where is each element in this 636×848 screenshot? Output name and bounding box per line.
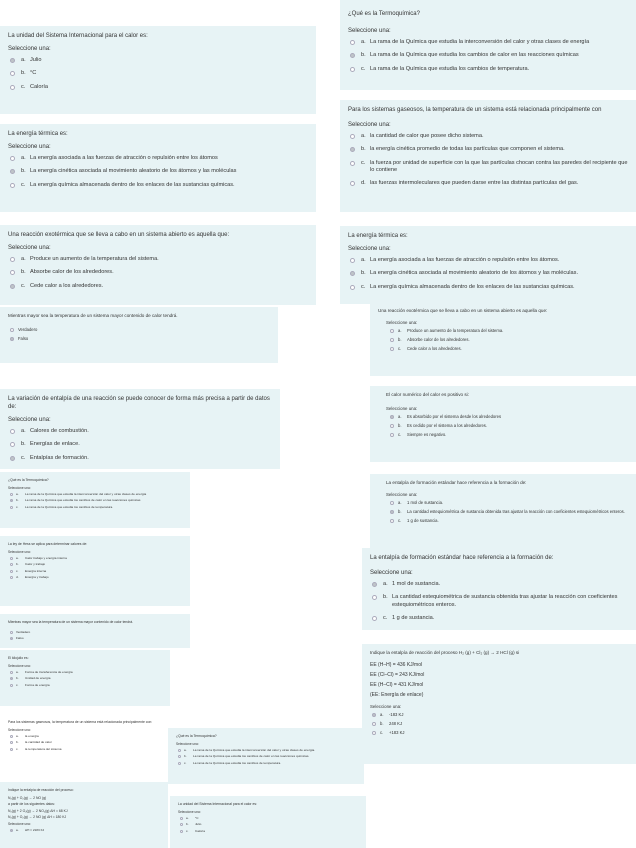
- option-b[interactable]: b. Energías de enlace.: [8, 441, 272, 448]
- option-b[interactable]: b. la cantidad de calor: [8, 740, 162, 744]
- radio-icon[interactable]: [390, 329, 394, 333]
- select-prompt: Seleccione una:: [176, 741, 199, 746]
- question-text: La unidad del Sistema Internacional para el calor es:: [178, 802, 257, 806]
- option-a[interactable]: a. °C: [178, 816, 358, 820]
- data-line: N₂(g) + 2 O₂(g) → 2 NO₂(g) ΔH = 68 KJ: [8, 808, 68, 813]
- option-b[interactable]: b. La rama de la Química que estudia los cambios de calor en las reacciones químicas: [348, 52, 628, 59]
- radio-icon[interactable]: [10, 328, 14, 332]
- select-prompt: Seleccione una:: [386, 492, 418, 498]
- question-text: Indique la entalpía de reacción del proceso H₂ (g) + Cl₂ (g) → 2 HCl (g) si: [370, 650, 520, 655]
- option-c[interactable]: c. Siempre es negativo.: [388, 432, 628, 437]
- option-c[interactable]: c. La rama de la Química que estudia los cambios de temperatura.: [348, 66, 628, 73]
- select-prompt: Seleccione una:: [348, 28, 391, 35]
- radio-icon[interactable]: [372, 616, 377, 621]
- option-a[interactable]: a. 1 mol de sustancia.: [370, 581, 628, 588]
- radio-icon[interactable]: [10, 631, 13, 634]
- option-a[interactable]: a. La energía asociada a las fuerzas de atracción o repulsión entre los átomos.: [348, 257, 628, 264]
- question-text: Mientras mayor sea la temperatura de un sistema mayor contenido de calor tendrá.: [8, 620, 134, 624]
- question-text: Indique la entalpía de reacción del proceso:: [8, 788, 74, 792]
- question-card-heat-sign: [370, 386, 636, 462]
- radio-icon[interactable]: [390, 424, 394, 428]
- radio-icon[interactable]: [10, 169, 15, 174]
- option-c[interactable]: c. la fuerza por unidad de superficie con la que las partículas chocan contra las paredes del recipiente que lo contiene: [348, 160, 628, 175]
- option-d[interactable]: d. las fuerzas intermoleculares que pueden darse entre las distintas partículas del gas.: [348, 180, 628, 187]
- radio-icon[interactable]: [178, 755, 181, 758]
- question-text: La energía térmica es:: [348, 233, 408, 239]
- question-text: La unidad del Sistema Internacional para el calor es:: [8, 33, 148, 39]
- radio-icon[interactable]: [372, 582, 377, 587]
- radio-icon[interactable]: [390, 415, 394, 419]
- select-prompt: Seleccione una:: [8, 727, 31, 732]
- question-text: Una reacción exotérmica que se lleva a cabo en un sistema abierto es aquella que:: [378, 308, 548, 313]
- radio-icon[interactable]: [10, 570, 13, 573]
- option-b[interactable]: b. Absorbe calor de los alrededores.: [388, 337, 628, 342]
- radio-icon[interactable]: [350, 161, 355, 166]
- radio-icon[interactable]: [350, 67, 355, 72]
- radio-icon[interactable]: [372, 722, 376, 726]
- option-b[interactable]: b. La rama de la Química que estudia los cambios de calor en las reacciones químicas.: [176, 754, 356, 758]
- option-c[interactable]: c. Cede calor a los alrededores.: [8, 283, 308, 290]
- option-c[interactable]: c. Caloría: [8, 84, 308, 91]
- option-c[interactable]: c. La rama de la Química que estudia los cambios de temperatura.: [8, 505, 182, 509]
- option-b[interactable]: b. La energía cinética asociada al movimiento aleatorio de los átomos y las moléculas.: [348, 270, 628, 277]
- select-prompt: Seleccione una:: [8, 549, 31, 554]
- option-true[interactable]: Verdadero: [8, 630, 182, 634]
- option-c[interactable]: c. La energía química almacenada dentro de los enlaces de las sustancias químicas.: [8, 182, 308, 189]
- option-a[interactable]: a. Produce un aumento de la temperatura del sistema.: [388, 328, 628, 333]
- radio-icon[interactable]: [10, 156, 15, 161]
- radio-icon[interactable]: [10, 677, 13, 680]
- question-card-enthalpy-variation: [0, 389, 280, 469]
- option-a[interactable]: a. Produce un aumento de la temperatura del sistema.: [8, 256, 308, 263]
- option-c[interactable]: c. 1 g de sustancia.: [388, 518, 628, 523]
- question-card-kilojoule: [0, 650, 170, 706]
- question-text: La energía térmica es:: [8, 131, 68, 137]
- question-card-thermal-energy-2: [340, 226, 636, 304]
- question-card-si-unit-heat: [0, 26, 316, 114]
- option-false[interactable]: Falso: [8, 636, 182, 640]
- question-card-thermal-energy: [0, 124, 316, 212]
- option-a[interactable]: a. la energía: [8, 734, 162, 738]
- radio-icon[interactable]: [372, 731, 376, 735]
- radio-icon[interactable]: [390, 347, 394, 351]
- radio-icon[interactable]: [350, 285, 355, 290]
- question-text: El calor numérico del calor es positivo si:: [386, 392, 469, 397]
- question-card-gas-temperature: [340, 100, 636, 212]
- data-line: (EE: Energía de enlace): [370, 692, 424, 699]
- question-card-thermochemistry-3: [168, 728, 364, 784]
- select-prompt: Seleccione una:: [8, 245, 51, 252]
- option-b[interactable]: b. °C: [8, 70, 308, 77]
- radio-icon[interactable]: [10, 671, 13, 674]
- option-c[interactable]: c. la temperatura del sistema: [8, 747, 162, 751]
- option-a[interactable]: a. La energía asociada a las fuerzas de atracción o repulsión entre los átomos: [8, 155, 308, 162]
- radio-icon[interactable]: [10, 493, 13, 496]
- option-a[interactable]: a. Calor trabajo y energía interna: [8, 556, 182, 560]
- radio-icon[interactable]: [390, 338, 394, 342]
- select-prompt: Seleccione una:: [8, 417, 51, 424]
- radio-icon[interactable]: [10, 499, 13, 502]
- radio-icon[interactable]: [10, 563, 13, 566]
- radio-icon[interactable]: [10, 58, 15, 63]
- radio-icon[interactable]: [372, 595, 377, 600]
- option-b[interactable]: b. 248 KJ: [370, 721, 628, 726]
- select-prompt: Seleccione una:: [8, 46, 51, 53]
- option-a[interactable]: a. ΔH = 2183 KJ: [8, 828, 160, 832]
- radio-icon[interactable]: [390, 519, 394, 523]
- select-prompt: Seleccione una:: [370, 704, 402, 710]
- option-false[interactable]: Falso: [8, 336, 270, 341]
- radio-icon[interactable]: [350, 147, 355, 152]
- option-a[interactable]: a. la cantidad de calor que posee dicho sistema.: [348, 133, 628, 140]
- question-card-temperature-heat-2: [0, 614, 190, 648]
- option-a[interactable]: a. -183 KJ: [370, 712, 628, 717]
- radio-icon[interactable]: [10, 829, 13, 832]
- radio-icon[interactable]: [350, 258, 355, 263]
- question-text: La variación de entalpía de una reacción se puede conocer de forma más precisa a partir de datos de:: [8, 396, 270, 411]
- radio-icon[interactable]: [10, 735, 13, 738]
- radio-icon[interactable]: [10, 506, 13, 509]
- option-b[interactable]: b. La cantidad estequiométrica de sustancia obtenida tras ajustar la reacción con coeficientes estequiométricos enteros.: [370, 594, 628, 609]
- radio-icon[interactable]: [372, 713, 376, 717]
- option-b[interactable]: b. Calor y trabajo: [8, 562, 182, 566]
- option-c[interactable]: c. 1 g de sustancia.: [370, 615, 628, 622]
- option-c[interactable]: c. Forma de energía: [8, 683, 162, 687]
- option-b[interactable]: b. Absorbe calor de los alrededores.: [8, 269, 308, 276]
- radio-icon[interactable]: [178, 762, 181, 765]
- data-line: N₂(g) + O₂(g) → 2 NO (g): [8, 795, 47, 800]
- question-text: Para los sistemas gaseosos, la temperatura de un sistema está relacionada principalmente con:: [8, 720, 153, 724]
- radio-icon[interactable]: [10, 337, 14, 341]
- question-text: ¿Qué es la Termoquímica?: [8, 478, 49, 482]
- radio-icon[interactable]: [10, 183, 15, 188]
- option-b[interactable]: b. La energía cinética asociada al movimiento aleatorio de los átomos y las moléculas: [8, 168, 308, 175]
- select-prompt: Seleccione una:: [8, 663, 31, 668]
- option-c[interactable]: c. Energía interna: [8, 569, 182, 573]
- question-text: La entalpía de formación estándar hace referencia a la formación de:: [370, 555, 554, 561]
- option-c[interactable]: c. La energía química almacenada dentro de los enlaces de las sustancias químicas.: [348, 284, 628, 291]
- option-c[interactable]: c. Caloría: [178, 829, 358, 833]
- radio-icon[interactable]: [350, 181, 355, 186]
- radio-icon[interactable]: [10, 85, 15, 90]
- radio-icon[interactable]: [10, 284, 15, 289]
- option-c[interactable]: c. Cede calor a los alrededores.: [388, 346, 628, 351]
- option-b[interactable]: b. La cantidad estequiométrica de sustancia obtenida tras ajustar la reacción con coeficientes estequiométricos enteros.: [388, 509, 628, 514]
- option-b[interactable]: b. la energía cinética promedio de todas las partículas que componen el sistema.: [348, 146, 628, 153]
- question-card-gas-temperature-2: [0, 714, 170, 774]
- radio-icon[interactable]: [10, 456, 15, 461]
- radio-icon[interactable]: [350, 53, 355, 58]
- radio-icon[interactable]: [180, 817, 183, 820]
- option-true[interactable]: Verdadero: [8, 327, 270, 332]
- option-a[interactable]: a. Forma de transferencia de energía: [8, 670, 162, 674]
- radio-icon[interactable]: [10, 637, 13, 640]
- option-b[interactable]: b. La rama de la Química que estudia los cambios de calor en las reacciones químicas: [8, 498, 182, 502]
- data-line: EE (H–H) = 436 KJ/mol: [370, 662, 423, 669]
- question-card-thermochemistry-2: [0, 472, 190, 528]
- option-a[interactable]: a. La rama de la Química que estudia la interconversión del calor y otras clases de energía.: [176, 748, 356, 752]
- question-card-exothermic: [0, 225, 316, 305]
- radio-icon[interactable]: [390, 501, 394, 505]
- question-text: La ley de Hess se aplica para determinar calores de:: [8, 542, 88, 546]
- option-a[interactable]: a. 1 mol de sustancia.: [388, 500, 628, 505]
- option-a[interactable]: a. La rama de la Química que estudia la interconversión del calor y otras clases de energía: [8, 492, 182, 496]
- select-prompt: Seleccione una:: [8, 821, 31, 826]
- radio-icon[interactable]: [10, 684, 13, 687]
- option-c[interactable]: c. +183 KJ: [370, 730, 628, 735]
- question-card-exothermic-2: [370, 302, 636, 376]
- question-text: Mientras mayor sea la temperatura de un sistema mayor contenido de calor tendrá.: [8, 313, 178, 318]
- radio-icon[interactable]: [10, 557, 13, 560]
- radio-icon[interactable]: [10, 748, 13, 751]
- question-card-si-unit-heat-2: [170, 796, 366, 848]
- question-card-hess-law: [0, 536, 190, 606]
- question-text: Una reacción exotérmica que se lleva a cabo en un sistema abierto es aquella que:: [8, 232, 230, 238]
- option-a[interactable]: a. Julio: [8, 57, 308, 64]
- option-b[interactable]: b. Unidad de energía: [8, 676, 162, 680]
- option-b[interactable]: b. Es cedido por el sistema a los alrededores.: [388, 423, 628, 428]
- radio-icon[interactable]: [10, 576, 13, 579]
- question-card-thermochemistry: [340, 0, 636, 90]
- question-text: ¿Qué es la Termoquímica?: [176, 734, 217, 738]
- radio-icon[interactable]: [10, 270, 15, 275]
- select-prompt: Seleccione una:: [348, 246, 391, 253]
- question-card-formation-enthalpy: [370, 474, 636, 548]
- option-d[interactable]: d. Energía y trabajo: [8, 575, 182, 579]
- select-prompt: Seleccione una:: [8, 485, 31, 490]
- question-card-bond-energy: [362, 644, 636, 764]
- select-prompt: Seleccione una:: [370, 570, 413, 577]
- radio-icon[interactable]: [390, 510, 394, 514]
- radio-icon[interactable]: [10, 442, 15, 447]
- select-prompt: Seleccione una:: [386, 320, 418, 326]
- data-line: EE (H–Cl) = 431 KJ/mol: [370, 682, 424, 689]
- question-card-formation-enthalpy-2: [362, 548, 636, 630]
- question-card-temperature-heat: [0, 307, 278, 363]
- question-text: La entalpía de formación estándar hace referencia a la formación de:: [386, 480, 527, 485]
- question-text: ¿Qué es la Termoquímica?: [348, 11, 420, 17]
- question-card-hess-calculation: [0, 782, 168, 848]
- radio-icon[interactable]: [350, 134, 355, 139]
- radio-icon[interactable]: [178, 749, 181, 752]
- select-prompt: Seleccione una:: [8, 144, 51, 151]
- data-line: N₂(g) + O₂(g) → 2 NO (g) ΔH = 180 KJ: [8, 815, 67, 820]
- select-prompt: Seleccione una:: [348, 122, 391, 129]
- radio-icon[interactable]: [390, 433, 394, 437]
- data-line: a partir de los siguientes datos:: [8, 802, 55, 807]
- radio-icon[interactable]: [10, 429, 15, 434]
- option-a[interactable]: a. La rama de la Química que estudia la interconversión del calor y otras clases de energía: [348, 39, 628, 46]
- option-c[interactable]: c. La rama de la Química que estudia los cambios de temperatura.: [176, 761, 356, 765]
- radio-icon[interactable]: [180, 830, 183, 833]
- data-line: EE (Cl–Cl) = 243 KJ/mol: [370, 672, 425, 679]
- radio-icon[interactable]: [10, 741, 13, 744]
- question-text: El kilojulio es:: [8, 656, 29, 660]
- radio-icon[interactable]: [350, 271, 355, 276]
- radio-icon[interactable]: [350, 40, 355, 45]
- select-prompt: Seleccione una:: [178, 809, 201, 814]
- option-b[interactable]: b. Julio: [178, 822, 358, 826]
- radio-icon[interactable]: [180, 823, 183, 826]
- select-prompt: Seleccione una:: [386, 406, 418, 412]
- option-a[interactable]: a. Es absorbido por el sistema desde los alrededores: [388, 414, 628, 419]
- radio-icon[interactable]: [10, 257, 15, 262]
- option-a[interactable]: a. Calores de combustión.: [8, 428, 272, 435]
- radio-icon[interactable]: [10, 71, 15, 76]
- question-text: Para los sistemas gaseosos, la temperatura de un sistema está relacionada principalmente con: [348, 107, 602, 113]
- option-c[interactable]: c. Entalpías de formación.: [8, 455, 272, 462]
